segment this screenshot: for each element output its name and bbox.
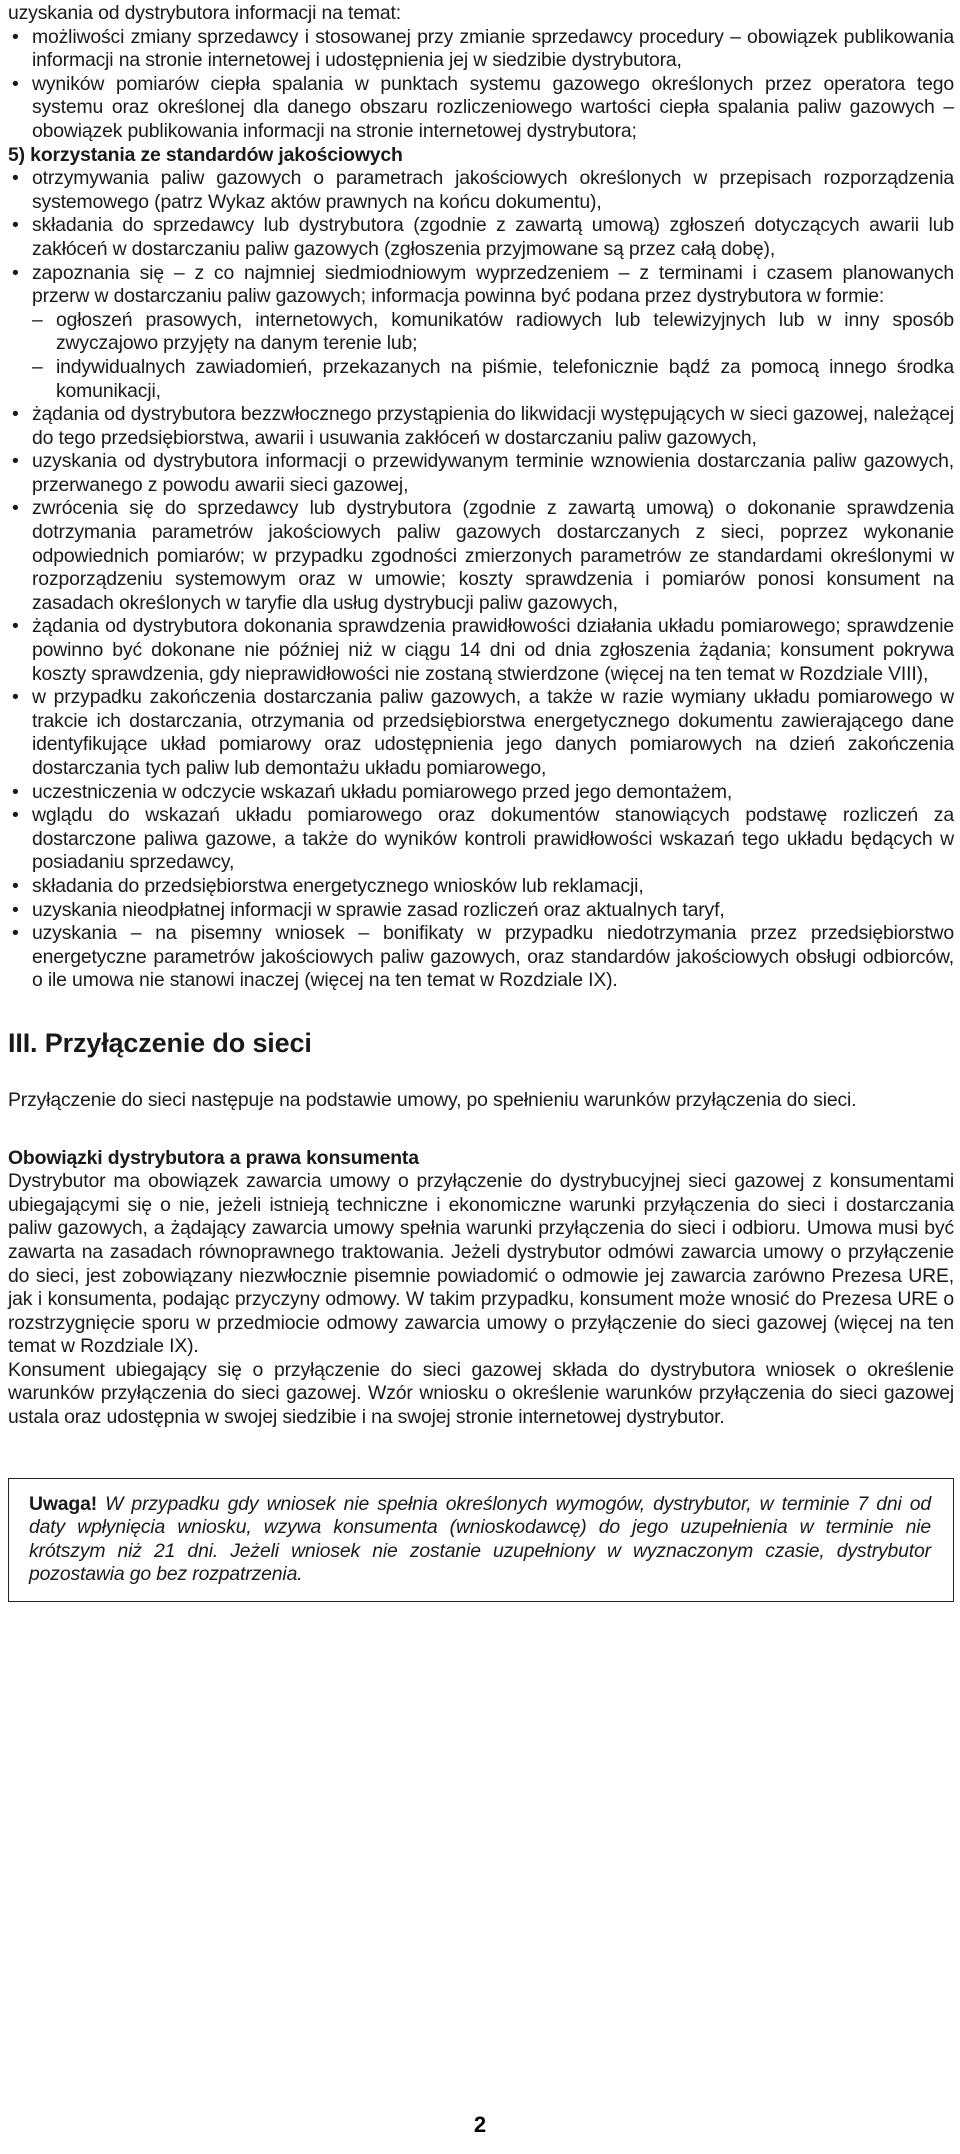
note-label: Uwaga! xyxy=(29,1492,98,1515)
dash-marker: – xyxy=(32,308,43,331)
dash-item-text: indywidualnych zawiadomień, przekazanych na piśmie, telefonicznie bądź za pomocą innego środka komunikacji, xyxy=(56,355,954,402)
note-box xyxy=(8,1478,954,1602)
subsection-paragraph: Dystrybutor ma obowiązek zawarcia umowy o przyłączenie do dystrybucyjnej sieci gazowej z konsumentami ubiegającymi się o nie, jeżeli istnieją techniczne i ekonomiczne warunki przyłączenia do sieci i dostarczania paliw gazowych, a żądający zawarcia umowy spełnia warunki przyłączenia do sieci i odbioru. Umowa musi być zawarta na zasadach równoprawnego traktowania. Jeżeli dystrybutor odmówi zawarcia umowy o przyłączenie do sieci, jest zobowiązany niezwłocznie pisemnie powiadomić o odmowie jej zawarcia zarówno Prezesa URE, jak i konsumenta, podając przyczyny odmowy. W takim przypadku, konsument może wnosić do Prezesa URE o rozstrzygnięcie sporu w przedmiocie odmowy zawarcia umowy o przyłączenie do sieci gazowej (więcej na ten temat w Rozdziale IX). xyxy=(8,1170,954,1358)
dash-item-text: ogłoszeń prasowych, internetowych, komunikatów radiowych lub telewizyjnych lub w inny sposób zwyczajowo przyjęty na danym terenie lub; xyxy=(56,308,954,355)
dash-list xyxy=(8,309,954,403)
list-item: • w przypadku zakończenia dostarczania paliw gazowych, a także w razie wymiany układu pomiarowego w trakcie ich dostarczania, otrzymania od przedsiębiorstwa energetycznego dokumentu zawierającego dane identyfikujące układ pomiarowy oraz udostępnienia jego danych pomiarowych na dzień zakończenia dostarczania tych paliw lub demontażu układu pomiarowego, xyxy=(8,686,954,780)
intro-list xyxy=(8,26,954,144)
list-item: • uzyskania od dystrybutora informacji o przewidywanym terminie wznowienia dostarczania paliw gazowych, przerwanego z powodu awarii sieci gazowej, xyxy=(8,450,954,497)
list-item: • żądania od dystrybutora dokonania sprawdzenia prawidłowości działania układu pomiarowego; sprawdzenie powinno być dokonane nie później niż w ciągu 14 dni od dnia zgłoszenia żądania; konsument pokrywa koszty sprawdzenia, gdy nieprawidłowości nie zostaną stwierdzone (więcej na ten temat w Rozdziale VIII), xyxy=(8,615,954,686)
section-5-list-a xyxy=(8,167,954,309)
subsection-paragraph: Konsument ubiegający się o przyłączenie do sieci gazowej składa do dystrybutora wniosek o określenie warunków przyłączenia do sieci gazowej. Wzór wniosku o określenie warunków przyłączenia do sieci gazowej ustala oraz udostępnia w swojej siedzibie i na swojej stronie internetowej dystrybutor. xyxy=(8,1358,954,1429)
chapter-title: III. Przyłączenie do sieci xyxy=(8,1027,312,1058)
list-item: • uzyskania nieodpłatnej informacji w sprawie zasad rozliczeń oraz aktualnych taryf, xyxy=(8,899,954,923)
page-number: 2 xyxy=(473,2112,487,2137)
document-page xyxy=(8,2,954,1602)
dash-item xyxy=(8,309,954,356)
list-item: • otrzymywania paliw gazowych o parametrach jakościowych określonych w przepisach rozporządzenia systemowego (patrz Wykaz aktów prawnych na końcu dokumentu), xyxy=(8,167,954,214)
list-item: • uczestniczenia w odczycie wskazań układu pomiarowego przed jego demontażem, xyxy=(8,781,954,805)
list-item: • składania do sprzedawcy lub dystrybutora (zgodnie z zawartą umową) zgłoszeń dotyczących awarii lub zakłóceń w dostarczaniu paliw gazowych (zgłoszenia przyjmowane są przez całą dobę), xyxy=(8,214,954,261)
dash-item xyxy=(8,356,954,403)
list-item: • możliwości zmiany sprzedawcy i stosowanej przy zmianie sprzedawcy procedury – obowiązek publikowania informacji na stronie internetowej i udostępnienia jej w siedzibie dystrybutora, xyxy=(8,26,954,73)
list-item: • zapoznania się – z co najmniej siedmiodniowym wyprzedzeniem – z terminami i czasem planowanych przerw w dostarczaniu paliw gazowych; informacja powinna być podana przez dystrybutora w formie: xyxy=(8,262,954,309)
list-item: • wglądu do wskazań układu pomiarowego oraz dokumentów stanowiących podstawę rozliczeń za dostarczone paliwa gazowe, a także do wyników kontroli prawidłowości wskazań tego układu będących w posiadaniu sprzedawcy, xyxy=(8,804,954,875)
list-item: • zwrócenia się do sprzedawcy lub dystrybutora (zgodnie z zawartą umową) o dokonanie sprawdzenia dotrzymania parametrów jakościowych paliw gazowych dostarczanych z sieci, poprzez wykonanie odpowiednich pomiarów; w przypadku zgodności zmierzonych parametrów ze standardami określonymi w rozporządzeniu systemowym oraz w umowie; koszty sprawdzenia i pomiarów ponosi konsument na zasadach określonych w taryfie dla usług dystrybucji paliw gazowych, xyxy=(8,497,954,615)
list-item: • składania do przedsiębiorstwa energetycznego wniosków lub reklamacji, xyxy=(8,875,954,899)
section-5-list-b xyxy=(8,403,954,993)
list-item: • uzyskania – na pisemny wniosek – bonifikaty w przypadku niedotrzymania przez przedsiębiorstwo energetyczne parametrów jakościowych paliw gazowych, oraz standardów jakościowych obsługi odbiorców, o ile umowa nie stanowi inaczej (więcej na ten temat w Rozdziale IX). xyxy=(8,922,954,993)
dash-marker: – xyxy=(32,355,43,378)
section-5-heading: 5) korzystania ze standardów jakościowych xyxy=(8,143,403,166)
note-text: W przypadku gdy wniosek nie spełnia określonych wymogów, dystrybutor, w terminie 7 dni od daty wpłynięcia wniosku, wzywa konsumenta (wnioskodawcę) do jego uzupełnienia w terminie nie krótszym niż 21 dni. Jeżeli wniosek nie zostanie uzupełniony w wyznaczonym czasie, dystrybutor pozostawia go bez rozpatrzenia. xyxy=(29,1492,931,1586)
list-item: • żądania od dystrybutora bezzwłocznego przystąpienia do likwidacji występujących w sieci gazowej, należącej do tego przedsiębiorstwa, awarii i usuwania zakłóceń w dostarczaniu paliw gazowych, xyxy=(8,403,954,450)
intro-line: uzyskania od dystrybutora informacji na temat: xyxy=(8,2,401,24)
chapter-intro: Przyłączenie do sieci następuje na podstawie umowy, po spełnieniu warunków przyłączenia do sieci. xyxy=(8,1088,857,1111)
subsection-title: Obowiązki dystrybutora a prawa konsumenta xyxy=(8,1146,419,1169)
list-item: • wyników pomiarów ciepła spalania w punktach systemu gazowego określonych przez operatora tego systemu oraz określonej dla danego obszaru rozliczeniowego wartości ciepła spalania paliw gazowych – obowiązek publikowania informacji na stronie internetowej dystrybutora; xyxy=(8,73,954,144)
